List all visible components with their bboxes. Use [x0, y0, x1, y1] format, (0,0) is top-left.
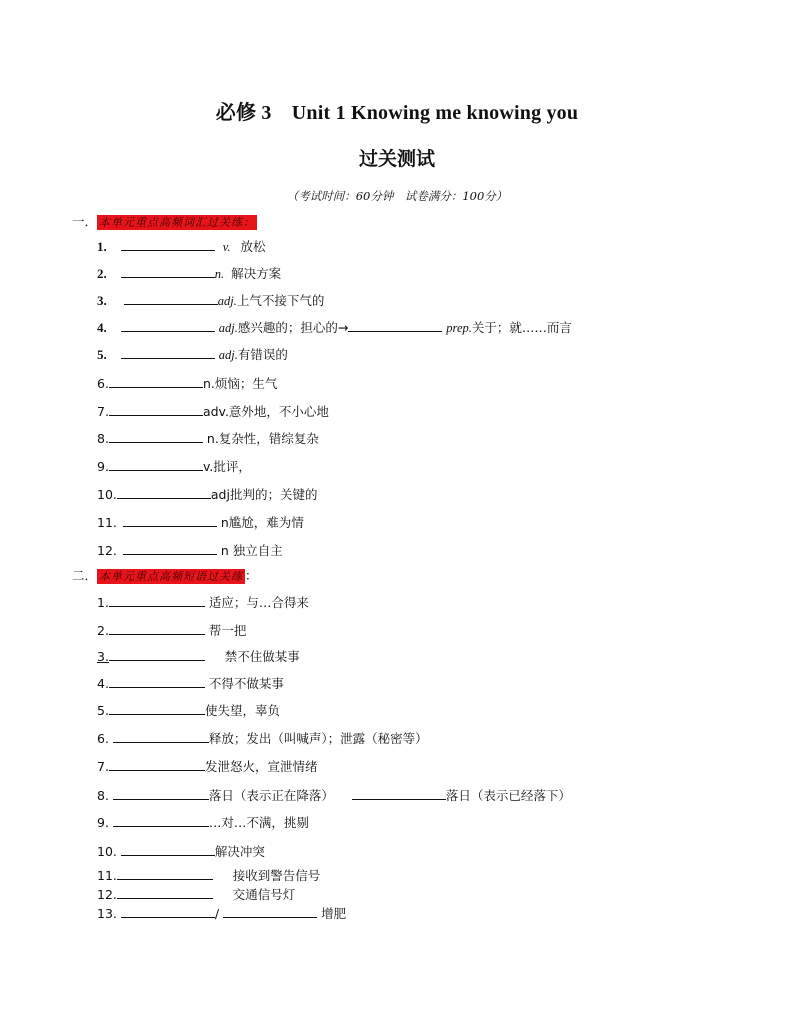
item-number: 11. — [97, 868, 117, 883]
section-2-marker: 二． — [72, 568, 98, 583]
answer-blank[interactable] — [117, 867, 213, 880]
section-1-marker: 一． — [72, 214, 98, 229]
phrase-item-11 — [97, 866, 320, 884]
answer-blank[interactable] — [109, 758, 205, 771]
item-number: 3. — [97, 293, 107, 308]
item-number: 3. — [97, 649, 109, 664]
item-number: 13. — [97, 906, 117, 921]
answer-blank[interactable] — [109, 702, 205, 715]
vocab-item-12 — [97, 541, 283, 559]
vocab-item-2 — [97, 264, 281, 282]
part-of-speech-2: prep. — [446, 321, 472, 335]
item-text: …对…不满，挑剔 — [208, 815, 309, 830]
phrase-item-5 — [97, 701, 280, 719]
vocab-item-8 — [97, 429, 319, 447]
vocab-item-1 — [97, 237, 265, 255]
page-title: 必修 3 Unit 1 Knowing me knowing you — [215, 102, 579, 124]
item-meaning: 放松 — [240, 239, 266, 254]
item-number: 7. — [97, 404, 109, 419]
item-number: 12. — [97, 543, 117, 558]
phrase-item-1 — [97, 593, 309, 611]
item-number: 8. — [97, 431, 109, 446]
item-text: 交通信号灯 — [212, 887, 296, 902]
item-number: 12. — [97, 887, 117, 902]
item-number: 8. — [97, 788, 109, 803]
item-text: v.批评， — [202, 459, 251, 474]
vocab-item-11 — [97, 513, 304, 531]
phrase-item-3 — [97, 647, 300, 665]
item-number: 6. — [97, 731, 109, 746]
answer-blank[interactable] — [121, 238, 215, 251]
phrase-item-10 — [97, 842, 265, 860]
answer-blank[interactable] — [109, 403, 203, 416]
answer-blank[interactable] — [124, 292, 218, 305]
item-text: 禁不住做某事 — [204, 649, 300, 664]
answer-blank[interactable] — [109, 675, 205, 688]
section-2-colon: ： — [245, 568, 258, 583]
section-2-heading — [72, 566, 258, 584]
item-meaning: 解决方案 — [231, 266, 282, 281]
answer-blank-2[interactable] — [352, 787, 446, 800]
item-text: 不得不做某事 — [204, 676, 284, 691]
answer-blank[interactable] — [113, 787, 209, 800]
phrase-item-13 — [97, 904, 346, 922]
item-number: 5. — [97, 347, 107, 362]
phrase-item-4 — [97, 674, 284, 692]
answer-blank[interactable] — [121, 905, 215, 918]
item-text: n.复杂性，错综复杂 — [202, 431, 319, 446]
phrase-item-12 — [97, 885, 295, 903]
item-text: 帮一把 — [204, 623, 247, 638]
item-text: 增肥 — [321, 906, 347, 921]
item-number: 1. — [97, 239, 107, 254]
part-of-speech: adj. — [218, 348, 238, 362]
answer-blank[interactable] — [109, 375, 203, 388]
exam-info: （考试时间：60分钟 试卷满分：100分） — [286, 189, 508, 203]
item-text-2: 落日（表示已经落下） — [445, 788, 571, 803]
answer-blank[interactable] — [117, 486, 211, 499]
answer-blank[interactable] — [109, 622, 205, 635]
part-of-speech: v. — [222, 240, 231, 254]
phrase-item-9 — [97, 813, 309, 831]
item-number: 9. — [97, 459, 109, 474]
item-number: 9. — [97, 815, 109, 830]
section-1-label: 本单元重点高频词汇过关练： — [99, 216, 256, 229]
answer-blank[interactable] — [109, 430, 203, 443]
item-text: 释放；发出（叫喊声）；泄露（秘密等） — [208, 731, 428, 746]
item-text: n 独立自主 — [220, 543, 283, 558]
answer-blank[interactable] — [123, 514, 217, 527]
answer-blank[interactable] — [123, 542, 217, 555]
item-separator: / — [214, 906, 220, 921]
item-text: 适应；与…合得来 — [204, 595, 309, 610]
item-text: 落日（表示正在降落） — [208, 788, 334, 803]
item-number: 4. — [97, 676, 109, 691]
item-text: adj批判的；关键的 — [210, 487, 318, 502]
vocab-item-5 — [97, 345, 288, 363]
vocab-item-6 — [97, 374, 277, 392]
phrase-item-7 — [97, 757, 317, 775]
item-number: 1. — [97, 595, 109, 610]
answer-blank-2[interactable] — [223, 905, 317, 918]
item-meaning-2: 关于；就……而言 — [471, 320, 572, 335]
item-meaning: 有错误的 — [237, 347, 288, 362]
answer-blank[interactable] — [113, 814, 209, 827]
item-text: 接收到警告信号 — [212, 868, 321, 883]
item-number: 2. — [97, 623, 109, 638]
item-number: 11. — [97, 515, 117, 530]
item-meaning: 感兴趣的；担心的→ — [237, 320, 349, 335]
page-subtitle: 过关测试 — [358, 148, 435, 170]
item-number: 7. — [97, 759, 109, 774]
answer-blank[interactable] — [109, 458, 203, 471]
answer-blank[interactable] — [117, 886, 213, 899]
item-number: 4. — [97, 320, 107, 335]
item-number: 10. — [97, 487, 117, 502]
item-text: n.烦恼；生气 — [202, 376, 278, 391]
part-of-speech: n. — [214, 267, 225, 281]
answer-blank[interactable] — [109, 648, 205, 661]
item-text: 解决冲突 — [214, 844, 265, 859]
answer-blank[interactable] — [113, 730, 209, 743]
part-of-speech: adj. — [217, 294, 237, 308]
part-of-speech: adj. — [218, 321, 238, 335]
phrase-item-6 — [97, 729, 428, 747]
answer-blank[interactable] — [121, 319, 215, 332]
phrase-item-2 — [97, 621, 246, 639]
section-2-label: 本单元重点高频短语过关练 — [99, 570, 244, 583]
item-meaning: 上气不接下气的 — [236, 293, 325, 308]
answer-blank[interactable] — [121, 265, 215, 278]
item-text: n尴尬，难为情 — [216, 515, 304, 530]
vocab-item-4 — [97, 318, 572, 336]
vocab-item-9 — [97, 457, 251, 475]
answer-blank[interactable] — [121, 843, 215, 856]
item-number: 10. — [97, 844, 117, 859]
section-1-heading — [72, 212, 257, 230]
answer-blank[interactable] — [109, 594, 205, 607]
vocab-item-10 — [97, 485, 317, 503]
item-number: 6. — [97, 376, 109, 391]
vocab-item-7 — [97, 402, 329, 420]
item-text: 使失望，辜负 — [204, 703, 280, 718]
answer-blank-2[interactable] — [348, 319, 442, 332]
item-text: 发泄怒火，宣泄情绪 — [204, 759, 318, 774]
item-number: 5. — [97, 703, 109, 718]
answer-blank[interactable] — [121, 346, 215, 359]
item-number: 2. — [97, 266, 107, 281]
phrase-item-8 — [97, 786, 571, 804]
item-text: adv.意外地，不小心地 — [202, 404, 329, 419]
vocab-item-3 — [97, 291, 324, 309]
